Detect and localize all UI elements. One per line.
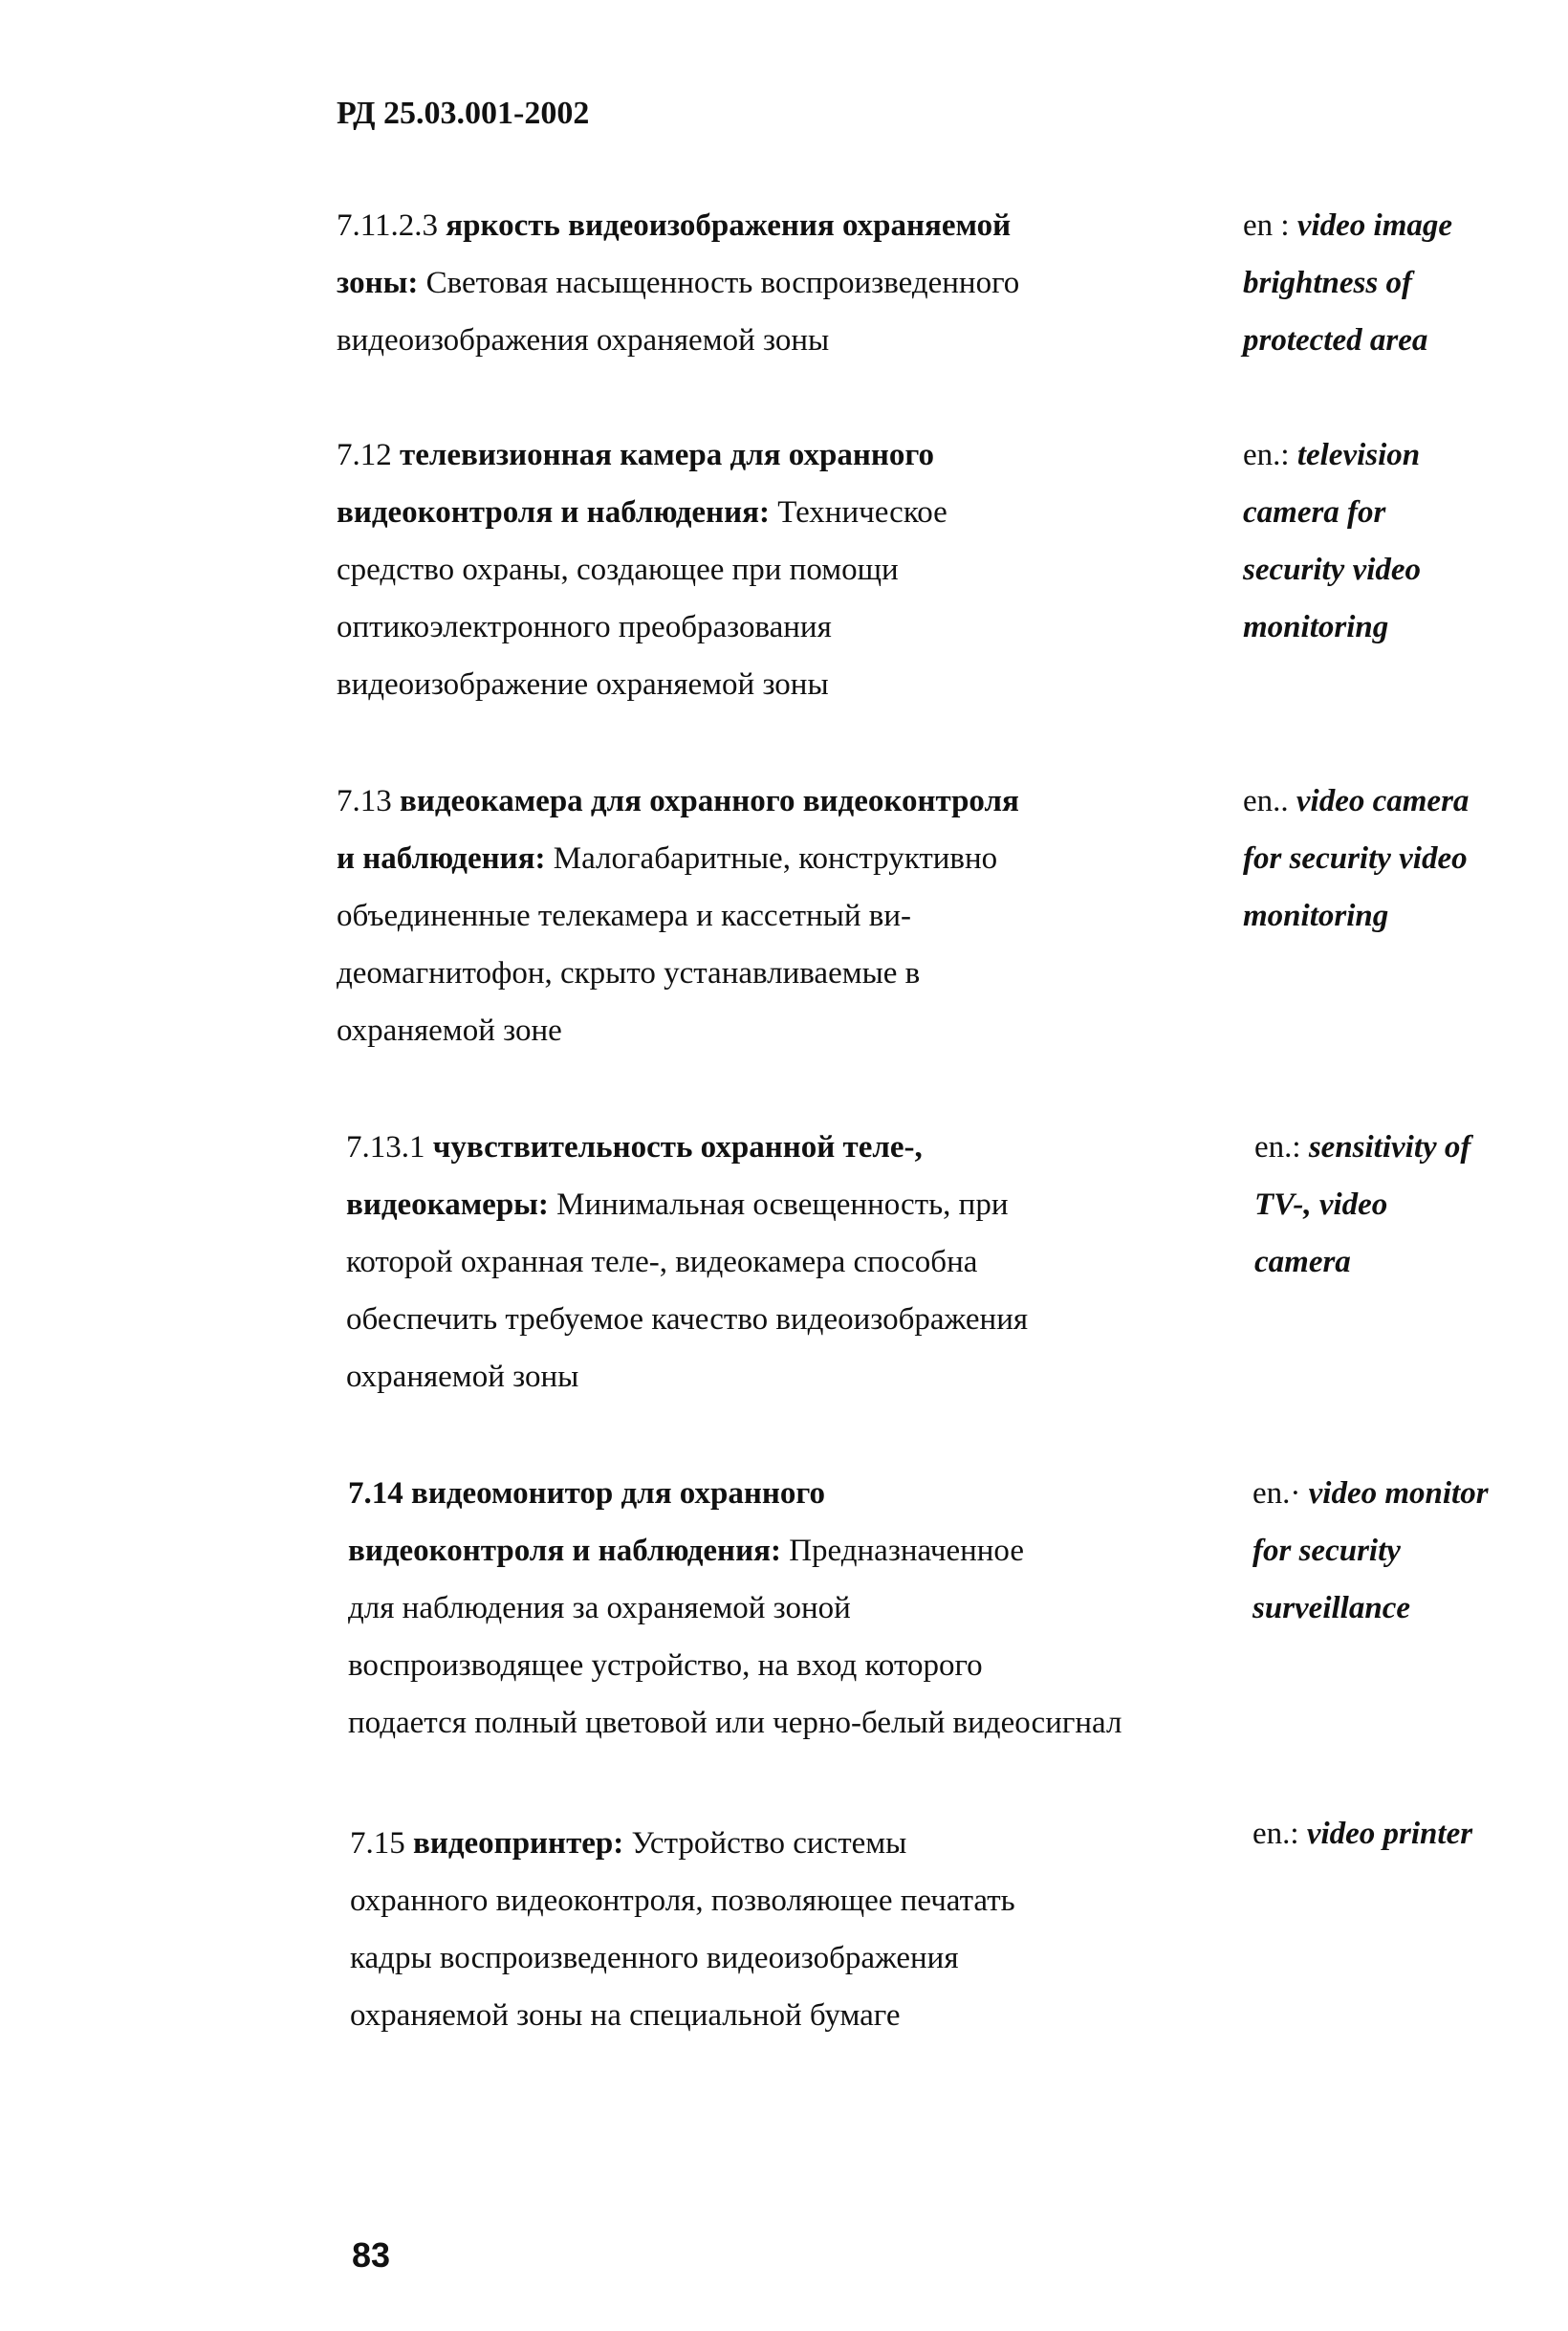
english-term: video camera xyxy=(1296,784,1470,818)
definition-line xyxy=(350,1929,1210,1987)
definition-line xyxy=(337,599,1197,656)
language-prefix: en.: xyxy=(1254,1130,1309,1165)
definition-text: видеоизображение охраняемой зоны xyxy=(337,667,829,702)
english-line xyxy=(1243,254,1549,312)
english-term: for security xyxy=(1252,1534,1401,1568)
term-title: видеокамеры: xyxy=(346,1187,549,1222)
english-equivalent-4 xyxy=(1254,1119,1560,1291)
definition-line xyxy=(337,254,1197,312)
term-definition-3 xyxy=(337,773,1197,1059)
english-line xyxy=(1252,1579,1558,1637)
definition-line xyxy=(348,1637,1209,1694)
language-prefix: en.: xyxy=(1243,438,1297,472)
definition-line xyxy=(337,1002,1197,1059)
english-term: monitoring xyxy=(1243,610,1389,644)
definition-line xyxy=(337,197,1197,254)
term-title: видеоконтроля и наблюдения: xyxy=(348,1534,781,1568)
language-prefix: en.: xyxy=(1252,1817,1307,1851)
english-line xyxy=(1243,312,1549,369)
definition-line xyxy=(337,830,1197,887)
definition-line xyxy=(346,1348,1207,1405)
definition-line xyxy=(337,426,1197,484)
definition-line xyxy=(348,1694,1209,1752)
term-number: 7.11.2.3 xyxy=(337,208,446,243)
definition-line xyxy=(348,1465,1209,1522)
definition-text: кадры воспроизведенного видеоизображения xyxy=(350,1941,959,1975)
definition-line xyxy=(350,1815,1210,1872)
definition-line xyxy=(337,773,1197,830)
english-term: protected area xyxy=(1243,323,1428,358)
definition-text: охранного видеоконтроля, позволяющее печатать xyxy=(350,1884,1015,1918)
definition-line xyxy=(337,656,1197,713)
english-term: TV-, video xyxy=(1254,1187,1388,1222)
english-line xyxy=(1243,599,1549,656)
english-term: for security video xyxy=(1243,841,1468,876)
definition-line xyxy=(337,541,1197,599)
english-line xyxy=(1243,887,1549,945)
english-equivalent-5 xyxy=(1252,1465,1558,1637)
definition-line xyxy=(346,1176,1207,1233)
english-term: security video xyxy=(1243,553,1422,587)
term-number: 7.13 xyxy=(337,784,400,818)
page-number: 83 xyxy=(352,2235,391,2275)
term-definition-1 xyxy=(337,197,1197,369)
definition-line xyxy=(348,1579,1209,1637)
language-prefix: en.· xyxy=(1252,1476,1309,1511)
definition-text: видеоизображения охраняемой зоны xyxy=(337,323,830,358)
english-line xyxy=(1243,484,1549,541)
english-term: video image xyxy=(1296,208,1453,243)
english-line xyxy=(1252,1805,1558,1863)
english-equivalent-1 xyxy=(1243,197,1549,369)
definition-line xyxy=(337,484,1197,541)
definition-text: Техническое xyxy=(769,495,947,530)
definition-text: охраняемой зоне xyxy=(337,1013,562,1048)
english-term: camera for xyxy=(1243,495,1386,530)
definition-text: подается полный цветовой или черно-белый видеосигнал xyxy=(348,1706,1122,1740)
document-code-header: РД 25.03.001-2002 xyxy=(337,96,590,131)
english-term: sensitivity of xyxy=(1308,1130,1471,1165)
language-prefix: en.. xyxy=(1243,784,1296,818)
english-line xyxy=(1243,773,1549,830)
english-line xyxy=(1252,1465,1558,1522)
definition-text: охраняемой зоны xyxy=(346,1360,579,1394)
english-term: camera xyxy=(1254,1245,1351,1279)
definition-text: Предназначенное xyxy=(780,1534,1024,1568)
definition-text: средство охраны, создающее при помощи xyxy=(337,553,899,587)
english-equivalent-3 xyxy=(1243,773,1549,945)
definition-text: охраняемой зоны на специальной бумаге xyxy=(350,1998,901,2033)
definition-text: Устройство системы xyxy=(623,1826,907,1861)
english-line xyxy=(1243,541,1549,599)
term-title: телевизионная камера для охранного xyxy=(400,438,935,472)
term-definition-4 xyxy=(346,1119,1207,1405)
definition-line xyxy=(337,887,1197,945)
definition-line xyxy=(346,1291,1207,1348)
definition-text: Световая насыщенность воспроизведенного xyxy=(418,266,1020,300)
english-term: video monitor xyxy=(1308,1476,1489,1511)
english-term: television xyxy=(1296,438,1421,472)
term-title: яркость видеоизображения охраняемой xyxy=(446,208,1012,243)
definition-text: которой охранная теле-, видеокамера способна xyxy=(346,1245,978,1279)
definition-line xyxy=(346,1119,1207,1176)
definition-text: объединенные телекамера и кассетный ви- xyxy=(337,899,912,933)
term-number: 7.12 xyxy=(337,438,400,472)
english-equivalent-6 xyxy=(1252,1805,1558,1863)
english-line xyxy=(1254,1176,1560,1233)
term-title: видеоконтроля и наблюдения: xyxy=(337,495,770,530)
term-definition-6 xyxy=(350,1815,1210,2044)
english-term: brightness of xyxy=(1243,266,1412,300)
definition-line xyxy=(337,945,1197,1002)
term-title: зоны: xyxy=(337,266,419,300)
language-prefix: en : xyxy=(1243,208,1297,243)
english-equivalent-2 xyxy=(1243,426,1549,656)
definition-line xyxy=(350,1872,1210,1929)
definition-text: деомагнитофон, скрыто устанавливаемые в xyxy=(337,956,921,991)
definition-text: оптикоэлектронного преобразования xyxy=(337,610,832,644)
english-line xyxy=(1252,1522,1558,1579)
term-title: чувствительность охранной теле-, xyxy=(432,1130,923,1165)
term-definition-2 xyxy=(337,426,1197,713)
definition-text: воспроизводящее устройство, на вход которого xyxy=(348,1648,983,1683)
term-title: и наблюдения: xyxy=(337,841,546,876)
english-term: video printer xyxy=(1306,1817,1473,1851)
term-title: видеокамера для охранного видеоконтроля xyxy=(400,784,1019,818)
definition-text: обеспечить требуемое качество видеоизображения xyxy=(346,1302,1029,1337)
term-definition-5 xyxy=(348,1465,1209,1752)
definition-line xyxy=(337,312,1197,369)
term-number: 7.13.1 xyxy=(346,1130,433,1165)
term-title: 7.14 видеомонитор для охранного xyxy=(348,1476,826,1511)
english-term: monitoring xyxy=(1243,899,1389,933)
definition-text: Малогабаритные, конструктивно xyxy=(545,841,998,876)
definition-text: для наблюдения за охраняемой зоной xyxy=(348,1591,851,1625)
english-line xyxy=(1243,426,1549,484)
definition-line xyxy=(346,1233,1207,1291)
english-line xyxy=(1254,1119,1560,1176)
english-term: surveillance xyxy=(1252,1591,1410,1625)
term-number: 7.15 xyxy=(350,1826,413,1861)
definition-line xyxy=(350,1987,1210,2044)
term-title: видеопринтер: xyxy=(413,1826,624,1861)
definition-text: Минимальная освещенность, при xyxy=(548,1187,1009,1222)
definition-line xyxy=(348,1522,1209,1579)
english-line xyxy=(1243,197,1549,254)
english-line xyxy=(1254,1233,1560,1291)
english-line xyxy=(1243,830,1549,887)
